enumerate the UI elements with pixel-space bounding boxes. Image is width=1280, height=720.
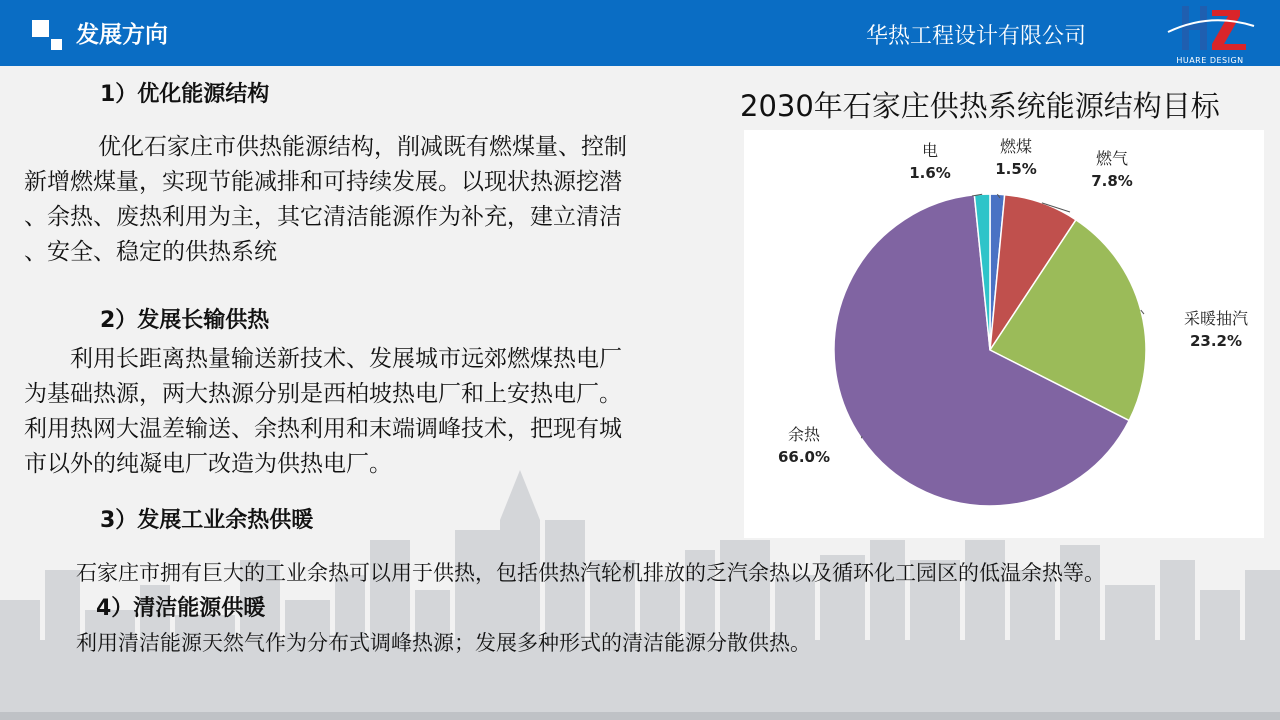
slice-label: 电 [921,141,939,160]
slice-value-label: 23.2% [1189,332,1243,350]
section-3-heading: 3）发展工业余热供暖 [100,508,314,533]
slice-label: 燃煤 [999,137,1033,156]
section-2-heading: 2）发展长输供热 [100,308,270,333]
slice-value-label: 1.6% [909,164,951,182]
leader-line [861,436,862,438]
section-1-text [24,130,627,270]
hr-logo-icon [1162,2,1258,56]
text-line: 新增燃煤量，实现节能减排和可持续发展。以现状热源挖潜 [24,169,622,195]
section-2-text [24,342,622,482]
section-4-text: 利用清洁能源天然气作为分布式调峰热源；发展多种形式的清洁能源分散供热。 [76,631,811,655]
header-bar [0,0,1280,66]
text-line: 市以外的纯凝电厂改造为供热电厂。 [24,451,392,477]
text-line: 利用热网大温差输送、余热利用和末端调峰技术，把现有城 [24,416,622,442]
page-title: 发展方向 [76,22,168,48]
pie-chart [744,130,1264,538]
section-1-heading: 1）优化能源结构 [100,82,270,107]
slice-label: 燃气 [1095,149,1129,168]
pie-chart-svg [744,130,1264,538]
text-line: 、安全、稳定的供热系统 [24,239,277,265]
text-line: 、余热、废热利用为主，其它清洁能源作为补充，建立清洁 [24,204,622,230]
slice-value-label: 7.8% [1091,172,1133,190]
slice-label: 采暖抽汽 [1183,309,1249,328]
slice-value-label: 1.5% [995,160,1037,178]
company-name: 华热工程设计有限公司 [866,24,1087,49]
slice-value-label: 66.0% [777,448,831,466]
text-line: 为基础热源，两大热源分别是西柏坡热电厂和上安热电厂。 [24,381,622,407]
chart-title: 2030年石家庄供热系统能源结构目标 [740,89,1220,123]
slice-label: 余热 [787,425,821,444]
title-squares-icon [32,20,62,50]
logo-text: HUARE DESIGN [1176,56,1244,65]
company-logo [1162,2,1258,64]
section-4-heading: 4）清洁能源供暖 [96,596,266,621]
section-3-text: 石家庄市拥有巨大的工业余热可以用于供热，包括供热汽轮机排放的乏汽余热以及循环化工园区的低温余热等。 [76,561,1105,585]
text-line: 利用长距离热量输送新技术、发展城市远郊燃煤热电厂 [70,346,622,372]
text-line: 优化石家庄市供热能源结构，削减既有燃煤量、控制 [98,134,627,160]
